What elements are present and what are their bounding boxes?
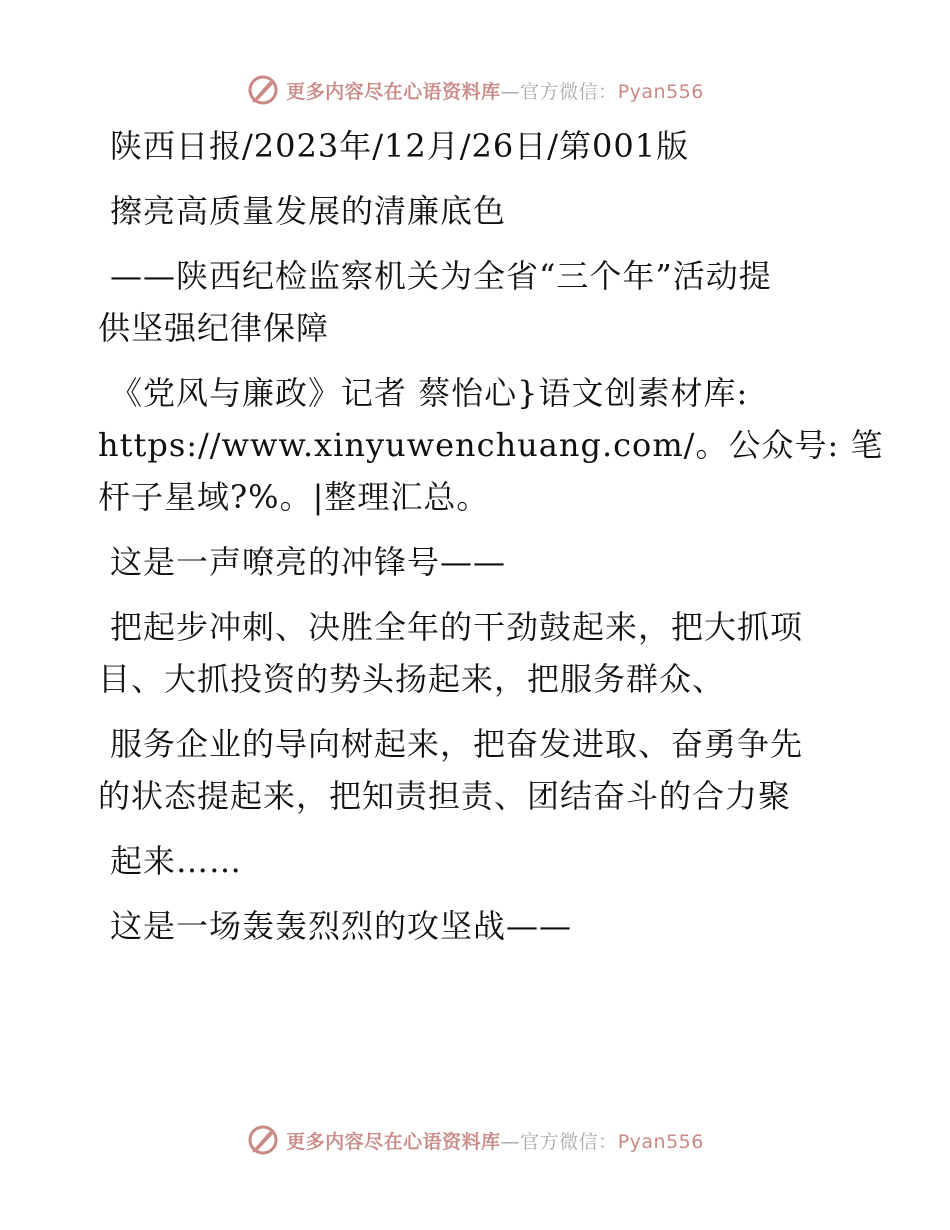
watermark-group xyxy=(246,73,704,107)
watermark-text xyxy=(286,77,704,104)
paragraph-1-text: 这是一声嘹亮的冲锋号—— xyxy=(110,543,507,581)
header-watermark xyxy=(0,70,950,110)
paragraph-4-text: 起来…… xyxy=(110,842,243,880)
paragraph-3 xyxy=(98,724,838,816)
watermark-separator: — xyxy=(500,80,521,103)
source-line: 陕西日报/2023年/12月/26日/第001版 xyxy=(110,127,690,165)
watermark-brand: 更多内容尽在心语资料库 xyxy=(286,80,501,103)
paragraph-5-text: 这是一场轰轰烈烈的攻坚战—— xyxy=(110,907,573,945)
watermark-brand-footer: 更多内容尽在心语资料库 xyxy=(286,1130,501,1153)
title-block xyxy=(98,191,838,231)
paragraph-4 xyxy=(98,841,838,881)
watermark-wechat-id-footer: Pyan556 xyxy=(617,1130,704,1153)
watermark-wechat-label: 官方微信： xyxy=(520,80,618,103)
paragraph-2 xyxy=(98,607,838,699)
paragraph-2-line2: 目、大抓投资的势头扬起来，把服务群众、 xyxy=(98,660,726,698)
watermark-text-footer xyxy=(286,1127,704,1154)
byline-line2: https://www.xinyuwenchuang.com/。公众号: 笔 xyxy=(98,426,884,464)
quill-seal-icon xyxy=(246,73,280,107)
watermark-separator-footer: — xyxy=(500,1130,521,1153)
article-subtitle-line1: ——陕西纪检监察机关为全省“三个年”活动提 xyxy=(110,257,772,295)
byline-line3: 杆子星域?%。|整理汇总。 xyxy=(98,478,490,516)
subtitle-block xyxy=(98,256,838,348)
article-subtitle-line2: 供坚强纪律保障 xyxy=(98,309,330,347)
paragraph-1 xyxy=(98,542,838,582)
footer-watermark xyxy=(0,1120,950,1160)
article-body xyxy=(98,122,884,946)
byline-block xyxy=(98,373,884,517)
paragraph-2-line1: 把起步冲刺、决胜全年的干劲鼓起来，把大抓项 xyxy=(110,608,804,646)
paragraph-5 xyxy=(98,906,838,946)
paragraph-3-line2: 的状态提起来，把知责担责、团结奋斗的合力聚 xyxy=(98,777,792,815)
watermark-group-footer xyxy=(246,1123,704,1157)
watermark-wechat-id: Pyan556 xyxy=(617,80,704,103)
article-title: 擦亮高质量发展的清廉底色 xyxy=(110,192,507,230)
source-line-block xyxy=(98,126,838,166)
watermark-wechat-label-footer: 官方微信： xyxy=(520,1130,618,1153)
byline-line1: 《党风与廉政》记者 蔡怡心}语文创素材库: xyxy=(110,374,749,412)
quill-seal-icon xyxy=(246,1123,280,1157)
paragraph-3-line1: 服务企业的导向树起来，把奋发进取、奋勇争先 xyxy=(110,725,804,763)
